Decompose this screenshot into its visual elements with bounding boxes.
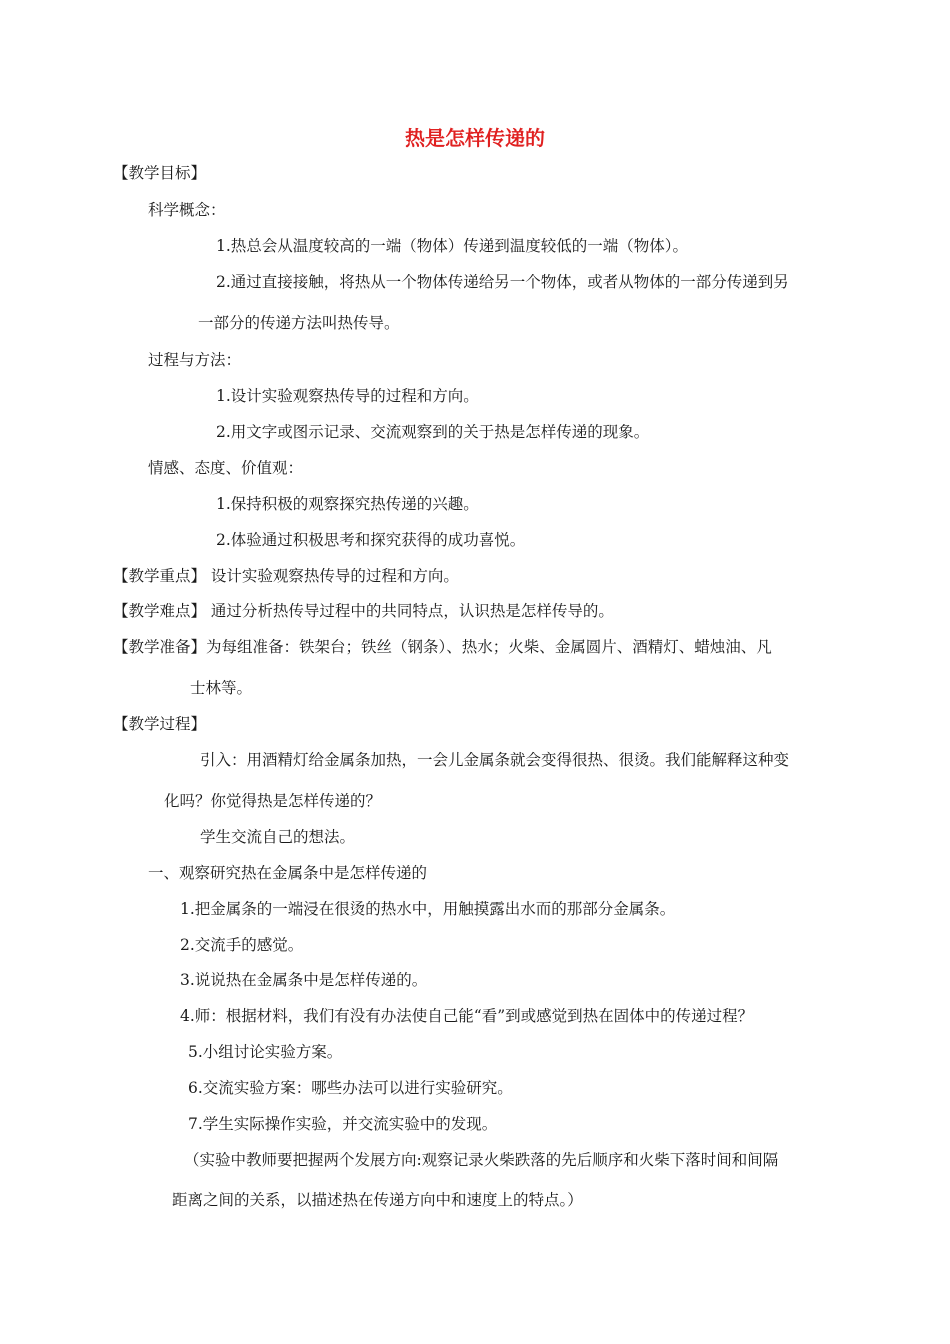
concept-item-1: 1.热总会从温度较高的一端（物体）传递到温度较低的一端（物体）。 (216, 237, 689, 255)
concept-item-2-continued: 一部分的传递方法叫热传导。 (198, 314, 400, 332)
process-item-2: 2.用文字或图示记录、交流观察到的关于热是怎样传递的现象。 (216, 423, 650, 441)
step-6: 6.交流实验方案：哪些办法可以进行实验研究。 (188, 1079, 513, 1097)
section-heading-objectives: 【教学目标】 (113, 164, 207, 182)
step-7: 7.学生实际操作实验，并交流实验中的发现。 (188, 1115, 498, 1133)
step-2: 2.交流手的感觉。 (180, 936, 304, 954)
attitude-item-2: 2.体验通过积极思考和探究获得的成功喜悦。 (216, 531, 526, 549)
document-title: 热是怎样传递的 (405, 126, 545, 150)
section-heading-process: 【教学过程】 (113, 715, 207, 733)
subheading-attitude-values: 情感、态度、价值观： (148, 459, 304, 477)
step-1: 1.把金属条的一端浸在很烫的热水中，用触摸露出水而的那部分金属条。 (180, 900, 676, 918)
subheading-science-concept: 科学概念： (148, 201, 226, 219)
teacher-note: （实验中教师要把握两个发展方向:观察记录火柴跌落的先后顺序和火柴下落时间和间隔 (184, 1151, 779, 1169)
teacher-note-continued: 距离之间的关系，以描述热在传递方向中和速度上的特点。） (172, 1191, 583, 1209)
step-3: 3.说说热在金属条中是怎样传递的。 (180, 971, 428, 989)
concept-item-2: 2.通过直接接触，将热从一个物体传递给另一个物体，或者从物体的一部分传递到另 (216, 273, 789, 291)
process-item-1: 1.设计实验观察热传导的过程和方向。 (216, 387, 479, 405)
step-5: 5.小组讨论实验方案。 (188, 1043, 343, 1061)
section-preparation: 【教学准备】为每组准备：铁架台；铁丝（钢条）、热水；火柴、金属圆片、酒精灯、蜡烛油、凡 (113, 638, 772, 656)
attitude-item-1: 1.保持积极的观察探究热传递的兴趣。 (216, 495, 479, 513)
subheading-process-method: 过程与方法： (148, 351, 242, 369)
intro-paragraph: 引入：用酒精灯给金属条加热，一会儿金属条就会变得很热、很烫。我们能解释这种变 (200, 751, 790, 769)
section-preparation-continued: 士林等。 (190, 679, 253, 697)
section-key-points: 【教学重点】 设计实验观察热传导的过程和方向。 (113, 567, 459, 585)
student-exchange: 学生交流自己的想法。 (200, 828, 356, 846)
intro-paragraph-continued: 化吗？你觉得热是怎样传递的？ (164, 792, 382, 810)
step-4: 4.师：根据材料，我们有没有办法使自己能“看”到或感觉到热在固体中的传递过程？ (180, 1007, 754, 1025)
part-one-heading: 一、观察研究热在金属条中是怎样传递的 (148, 864, 428, 882)
section-difficulties: 【教学难点】 通过分析热传导过程中的共同特点，认识热是怎样传导的。 (113, 602, 614, 620)
